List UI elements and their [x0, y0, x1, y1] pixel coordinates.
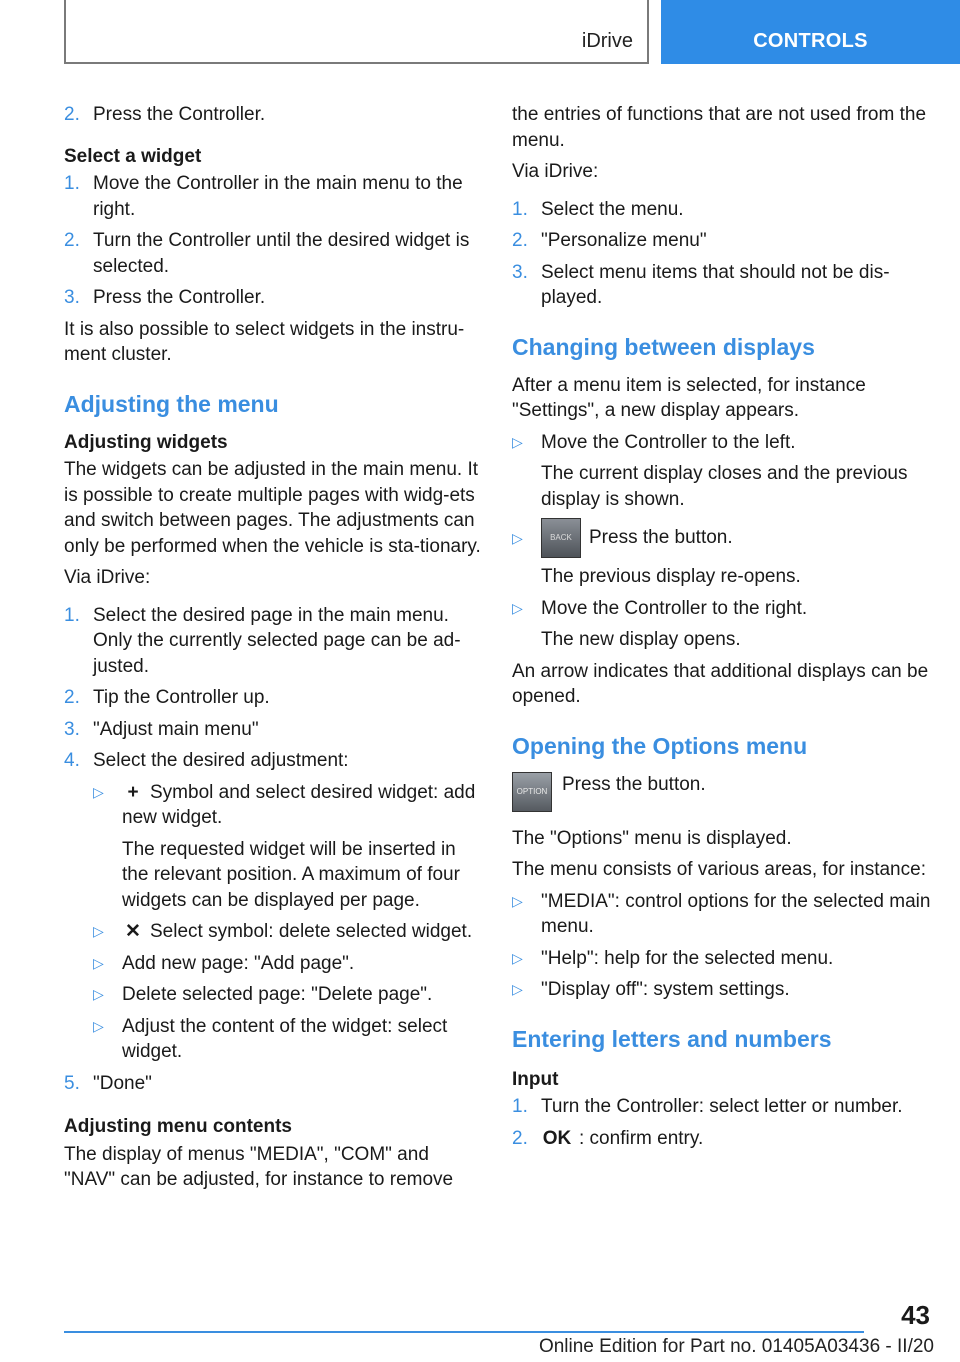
left-column — [64, 102, 484, 1199]
close-icon: ✕ — [125, 921, 141, 942]
list-item: 3. Select menu items that should not be dis-played. — [512, 261, 890, 308]
paragraph: the entries of functions that are not used from the menu. — [512, 104, 927, 151]
list-item: 5. "Done" — [64, 1072, 152, 1094]
list-item: ▷ BACK Press the button. — [512, 518, 932, 558]
list-item: 2. Press the Controller. — [64, 104, 266, 125]
heading-select-widget: Select a widget — [64, 145, 202, 167]
paragraph: Via iDrive: — [64, 567, 151, 588]
back-button-icon: BACK — [541, 518, 581, 558]
paragraph: It is also possible to select widgets in the instru-ment cluster. — [64, 318, 465, 365]
list-item: 3. Press the Controller. — [64, 287, 266, 308]
heading-letters-numbers: Entering letters and numbers — [512, 1025, 832, 1052]
list-item: ▷ ✕ Select symbol: delete selected widget. — [93, 919, 484, 945]
header-chapter: CONTROLS — [753, 30, 868, 52]
list-item: 1. Turn the Controller: select letter or number. — [512, 1096, 903, 1117]
right-column — [512, 102, 932, 1157]
heading-adjusting-menu-contents: Adjusting menu contents — [64, 1116, 292, 1137]
list-item: ▷ "Display off": system settings. — [512, 979, 790, 1000]
list-item: 1. Move the Controller in the main menu to the right. — [64, 173, 463, 220]
footer-edition: Online Edition for Part no. 01405A03436 - II/20 — [538, 1336, 934, 1357]
list-item: ▷ Adjust the content of the widget: select widget. — [93, 1015, 448, 1062]
heading-adjusting-menu: Adjusting the menu — [64, 390, 279, 417]
list-item: 3. "Adjust main menu" — [64, 718, 259, 740]
heading-changing-displays: Changing between displays — [512, 333, 815, 360]
paragraph: Via iDrive: — [512, 161, 599, 182]
list-item: 1. Select the desired page in the main menu. Only the currently selected page can be ad-justed. — [64, 604, 461, 677]
paragraph: The previous display re-opens. — [541, 566, 801, 587]
paragraph: After a menu item is selected, for instance "Settings", a new display appears. — [512, 374, 866, 421]
paragraph: OPTION Press the button. — [512, 772, 932, 812]
list-item: 2. OK : confirm entry. — [512, 1126, 932, 1152]
paragraph: An arrow indicates that additional displays can be opened. — [512, 660, 929, 707]
paragraph: The "Options" menu is displayed. — [512, 827, 792, 849]
ok-icon: OK — [542, 1127, 572, 1149]
paragraph: The display of menus "MEDIA", "COM" and "NAV" can be adjusted, for instance to remove — [64, 1143, 454, 1190]
heading-options-menu: Opening the Options menu — [512, 732, 808, 759]
paragraph: The current display closes and the previous display is shown. — [541, 463, 908, 510]
list-item: ▷ Move the Controller to the left. — [512, 431, 796, 453]
list-item: 2. Turn the Controller until the desired widget is selected. — [64, 230, 470, 277]
list-item: ▷ Move the Controller to the right. — [512, 597, 808, 619]
list-item: ▷ + Symbol and select desired widget: add new widget. — [93, 781, 476, 828]
heading-input: Input — [512, 1068, 559, 1090]
list-item: 1. Select the menu. — [512, 198, 684, 220]
plus-icon: + — [127, 781, 139, 803]
paragraph: The menu consists of various areas, for instance: — [512, 859, 926, 880]
paragraph: The requested widget will be inserted in the relevant position. A maximum of four widgets can be displayed per page. — [122, 838, 460, 911]
option-button-icon: OPTION — [512, 772, 552, 812]
list-item: ▷ Add new page: "Add page". — [93, 952, 355, 974]
list-item: ▷ "Help": help for the selected menu. — [512, 947, 834, 969]
paragraph: The new display opens. — [541, 629, 741, 650]
list-item: 2. Tip the Controller up. — [64, 687, 270, 708]
list-item: ▷ Delete selected page: "Delete page". — [93, 984, 433, 1005]
heading-adjusting-widgets: Adjusting widgets — [64, 431, 228, 453]
paragraph: The widgets can be adjusted in the main menu. It is possible to create multiple pages with widg-ets and switch between pages. The adjustments can only be performed when the vehicle is sta-tionary. — [64, 459, 481, 557]
page-number: 43 — [901, 1300, 930, 1330]
header-chapter-box — [661, 0, 960, 64]
header-section: iDrive — [581, 30, 633, 52]
header-section-box — [64, 0, 649, 64]
footer-divider — [64, 1331, 864, 1333]
list-item: 2. "Personalize menu" — [512, 230, 707, 251]
list-item: 4. Select the desired adjustment: — [64, 750, 349, 771]
list-item: ▷ "MEDIA": control options for the selected main menu. — [512, 890, 931, 937]
